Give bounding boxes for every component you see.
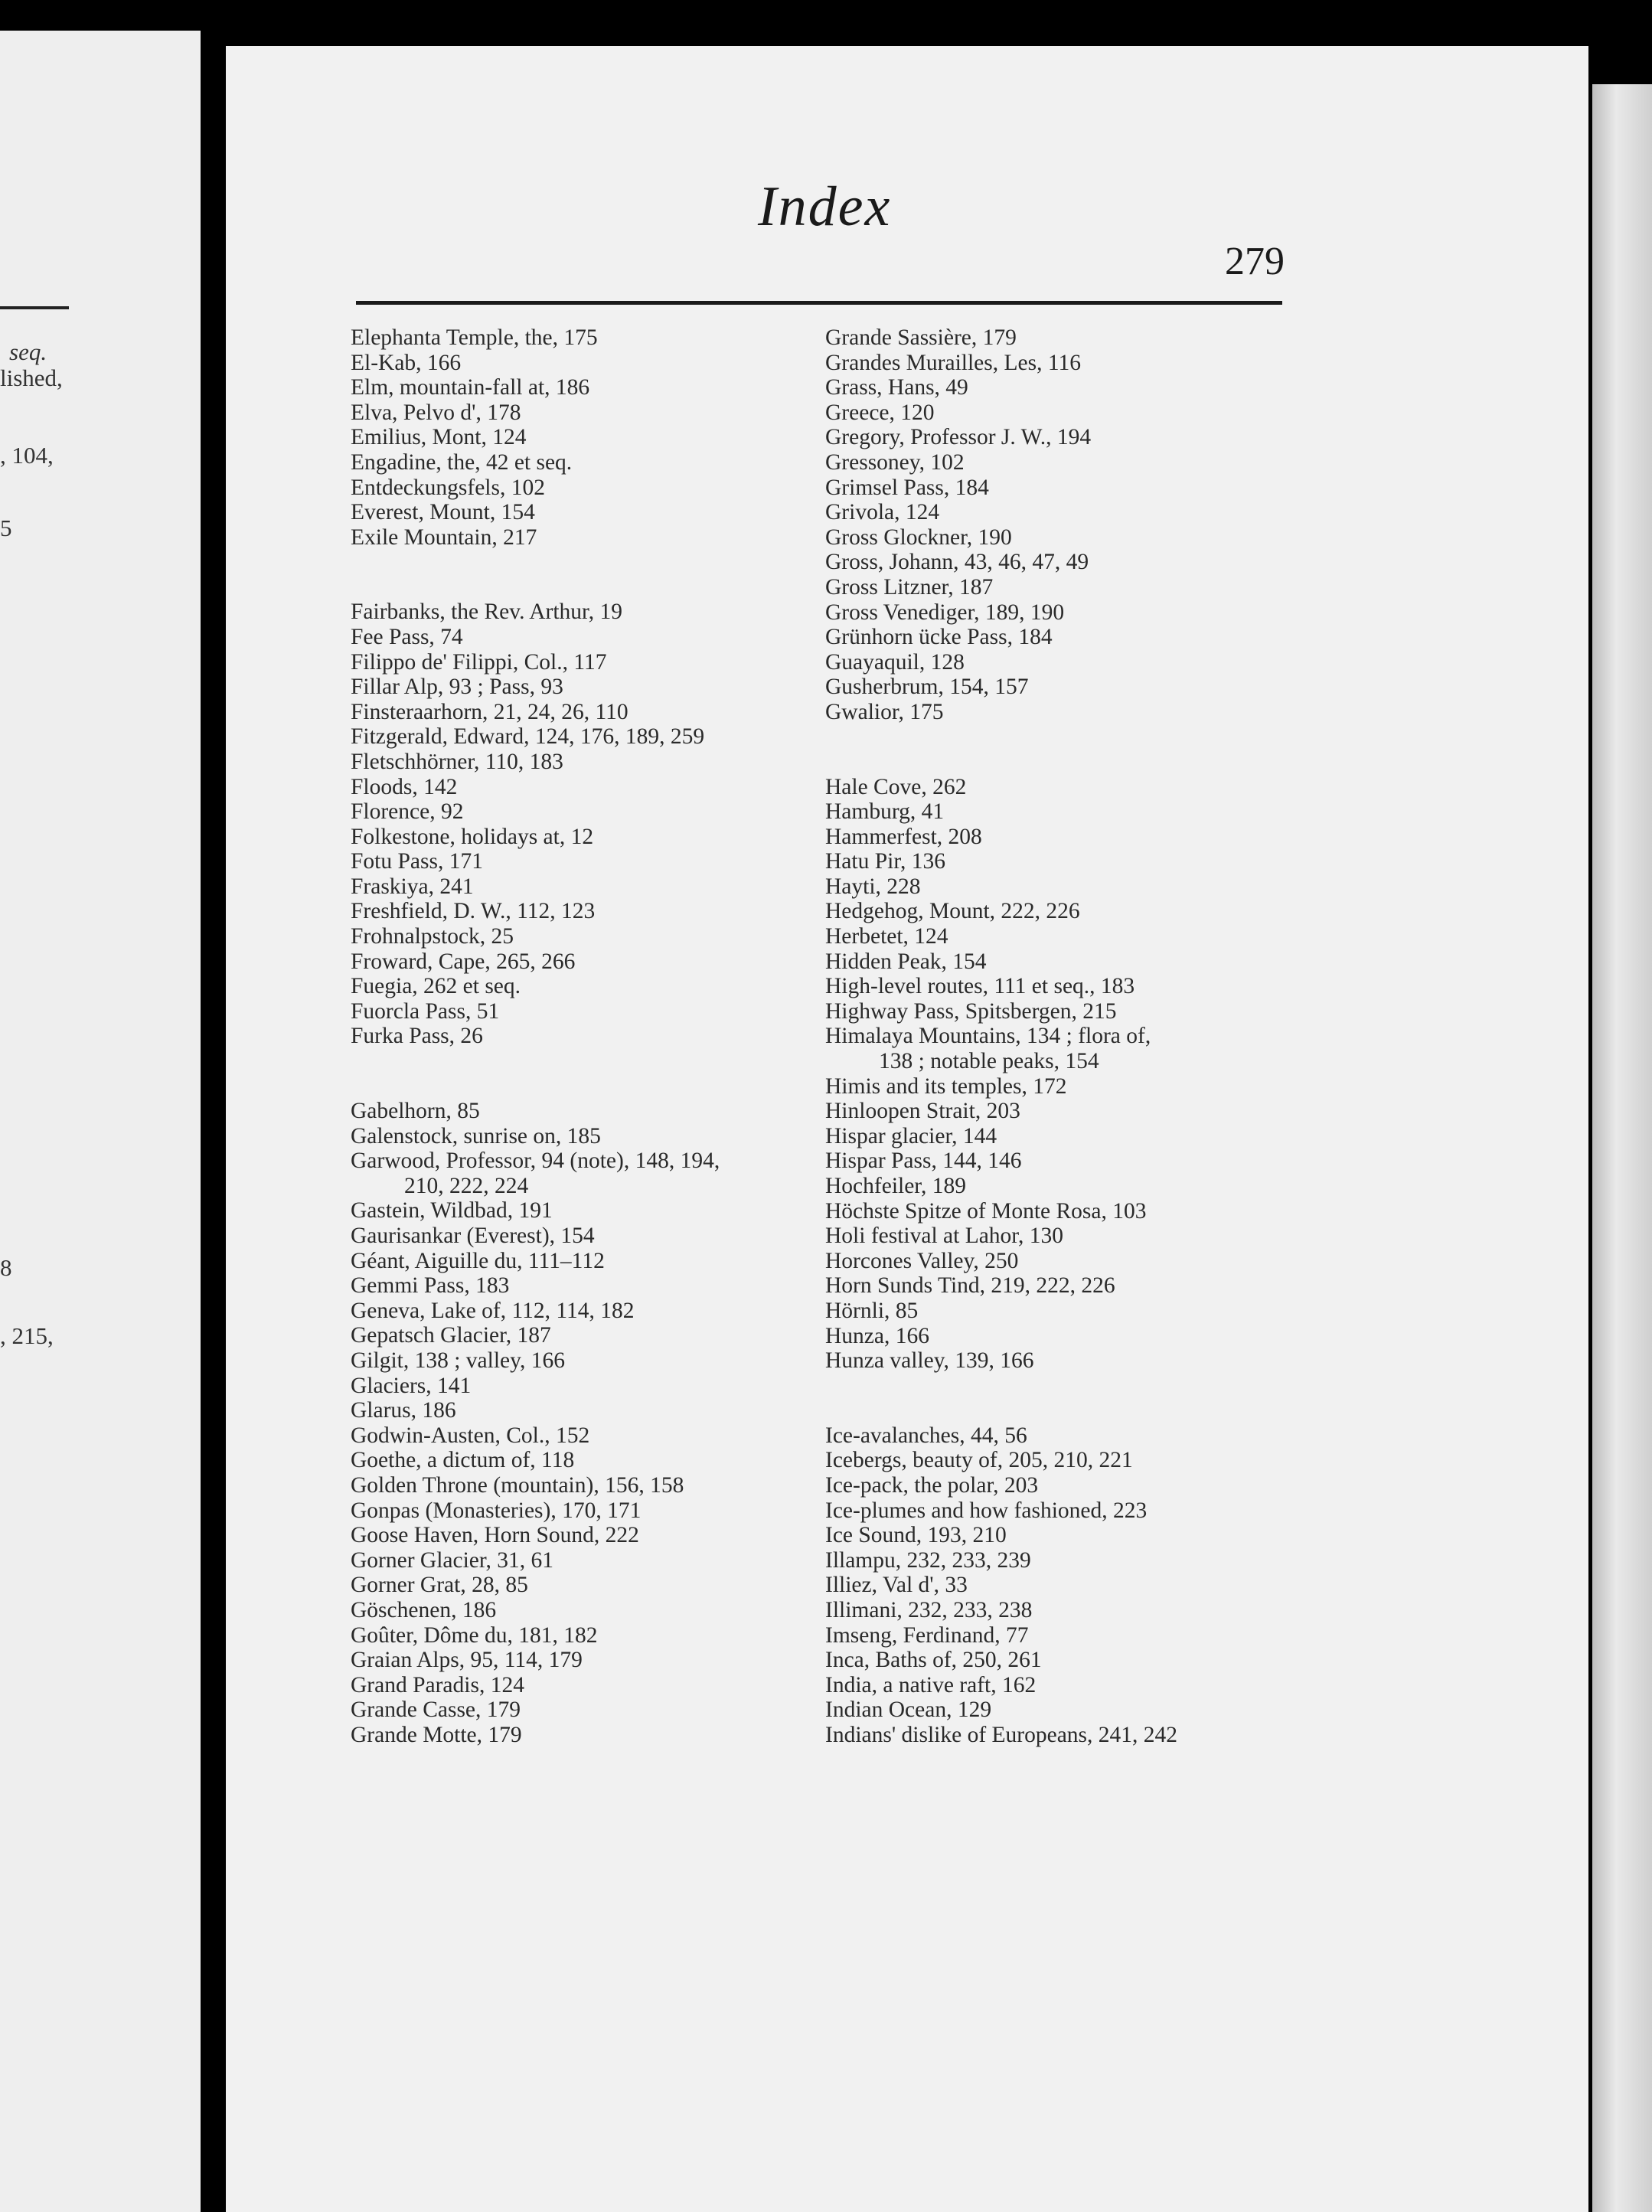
index-entry: Gross Venediger, 189, 190 xyxy=(825,600,1065,625)
index-entry: Emilius, Mont, 124 xyxy=(351,425,527,450)
index-entry: Highway Pass, Spitsbergen, 215 xyxy=(825,998,1117,1024)
index-entry: Frohnalpstock, 25 xyxy=(351,924,514,949)
index-entry: Indian Ocean, 129 xyxy=(825,1697,992,1723)
index-entry: Froward, Cape, 265, 266 xyxy=(351,949,576,974)
index-entry: Gusherbrum, 154, 157 xyxy=(825,675,1029,700)
index-entry: El-Kab, 166 xyxy=(351,350,462,375)
index-entry: Elephanta Temple, the, 175 xyxy=(351,325,598,350)
index-entry: Ice Sound, 193, 210 xyxy=(825,1523,1007,1548)
section-gap xyxy=(825,1374,1300,1423)
index-entry: Gregory, Professor J. W., 194 xyxy=(825,425,1092,450)
page-title: Index xyxy=(758,175,892,238)
index-entry: Greece, 120 xyxy=(825,400,935,425)
index-entry: Géant, Aiguille du, 111–112 xyxy=(351,1248,605,1273)
index-entry: Fraskiya, 241 xyxy=(351,874,474,899)
index-entry: Indians' dislike of Europeans, 241, 242 xyxy=(825,1722,1178,1747)
section-gap xyxy=(351,1049,825,1099)
index-entry: Gross Litzner, 187 xyxy=(825,574,994,600)
index-entry: Grande Sassière, 179 xyxy=(825,325,1017,350)
index-entry: Horn Sunds Tind, 219, 222, 226 xyxy=(825,1273,1115,1299)
index-entry: Himalaya Mountains, 134 ; flora of, xyxy=(825,1024,1151,1049)
index-entry: Hedgehog, Mount, 222, 226 xyxy=(825,899,1080,924)
index-entry: Hunza, 166 xyxy=(825,1323,929,1348)
index-entry: Gastein, Wildbad, 191 xyxy=(351,1198,553,1224)
index-entry: Goose Haven, Horn Sound, 222 xyxy=(351,1523,639,1548)
index-entry: Florence, 92 xyxy=(351,799,464,825)
index-entry: Glaciers, 141 xyxy=(351,1373,472,1398)
index-entry: Gonpas (Monasteries), 170, 171 xyxy=(351,1498,642,1523)
index-entry: Golden Throne (mountain), 156, 158 xyxy=(351,1472,684,1498)
index-entry: Fitzgerald, Edward, 124, 176, 189, 259 xyxy=(351,724,705,750)
index-entry: Grand Paradis, 124 xyxy=(351,1672,524,1697)
index-entry: Gaurisankar (Everest), 154 xyxy=(351,1224,595,1248)
index-entry: Filippo de' Filippi, Col., 117 xyxy=(351,649,607,675)
index-entry: Hochfeiler, 189 xyxy=(825,1174,966,1198)
index-entry: Finsteraarhorn, 21, 24, 26, 110 xyxy=(351,699,628,724)
index-entry: Goûter, Dôme du, 181, 182 xyxy=(351,1622,598,1648)
index-entry: Garwood, Professor, 94 (note), 148, 194, xyxy=(351,1148,720,1174)
left-page-fragment: 8 xyxy=(0,1254,12,1281)
index-column-right xyxy=(825,325,1300,1747)
index-entry: Gabelhorn, 85 xyxy=(351,1099,480,1124)
index-entry: Grass, Hans, 49 xyxy=(825,375,968,400)
index-entry: Ice-avalanches, 44, 56 xyxy=(825,1423,1027,1448)
index-entry: Hayti, 228 xyxy=(825,874,921,899)
index-entry: Fairbanks, the Rev. Arthur, 19 xyxy=(351,600,622,625)
index-entry: Himis and its temples, 172 xyxy=(825,1073,1067,1099)
index-entry: Fee Pass, 74 xyxy=(351,624,463,649)
index-entry: Fuegia, 262 et seq. xyxy=(351,974,521,999)
index-entry: India, a native raft, 162 xyxy=(825,1672,1037,1697)
index-entry: Furka Pass, 26 xyxy=(351,1024,483,1049)
index-entry: Inca, Baths of, 250, 261 xyxy=(825,1648,1042,1673)
index-entry: Fuorcla Pass, 51 xyxy=(351,998,500,1024)
index-entry: Gross, Johann, 43, 46, 47, 49 xyxy=(825,550,1089,575)
index-entry: Grivola, 124 xyxy=(825,500,940,525)
index-entry: Gepatsch Glacier, 187 xyxy=(351,1323,551,1348)
index-entry: Glarus, 186 xyxy=(351,1398,456,1423)
index-entry: Engadine, the, 42 et seq. xyxy=(351,449,573,475)
index-entry: Gressoney, 102 xyxy=(825,449,965,475)
index-entry: Hinloopen Strait, 203 xyxy=(825,1099,1020,1124)
index-entry: Floods, 142 xyxy=(351,774,458,799)
index-entry: Fillar Alp, 93 ; Pass, 93 xyxy=(351,675,563,700)
index-entry: Hörnli, 85 xyxy=(825,1298,919,1323)
index-entry: Folkestone, holidays at, 12 xyxy=(351,824,594,849)
section-gap xyxy=(351,550,825,600)
index-entry: Exile Mountain, 217 xyxy=(351,524,537,550)
index-entry: Grande Motte, 179 xyxy=(351,1722,522,1747)
index-entry: Icebergs, beauty of, 205, 210, 221 xyxy=(825,1448,1133,1473)
left-facing-page xyxy=(0,31,201,2212)
index-entry: Entdeckungsfels, 102 xyxy=(351,475,545,500)
left-page-rule xyxy=(0,306,69,309)
index-entry: Hamburg, 41 xyxy=(825,799,945,825)
header-rule xyxy=(356,301,1282,305)
index-entry: Geneva, Lake of, 112, 114, 182 xyxy=(351,1298,635,1323)
index-entry: Illiez, Val d', 33 xyxy=(825,1573,968,1598)
index-entry: 210, 222, 224 xyxy=(404,1173,529,1198)
index-entry: Gross Glockner, 190 xyxy=(825,524,1012,550)
index-column-left xyxy=(351,325,825,1747)
index-entry: Gemmi Pass, 183 xyxy=(351,1273,510,1299)
index-entry: Hispar glacier, 144 xyxy=(825,1123,997,1148)
index-entry: Fotu Pass, 171 xyxy=(351,849,483,874)
index-entry: Höchste Spitze of Monte Rosa, 103 xyxy=(825,1198,1147,1224)
index-entry: Hunza valley, 139, 166 xyxy=(825,1348,1034,1374)
section-gap xyxy=(825,725,1300,775)
index-entry: Holi festival at Lahor, 130 xyxy=(825,1224,1063,1249)
index-entry: Ice-pack, the polar, 203 xyxy=(825,1472,1039,1498)
index-entry: Hispar Pass, 144, 146 xyxy=(825,1148,1022,1174)
index-entry: Gwalior, 175 xyxy=(825,699,944,724)
index-entry: Fletschhörner, 110, 183 xyxy=(351,749,563,774)
index-entry: Hale Cove, 262 xyxy=(825,774,967,799)
index-entry: Imseng, Ferdinand, 77 xyxy=(825,1622,1029,1648)
left-page-fragment: , 104, xyxy=(0,442,54,469)
index-entry: Grünhorn ücke Pass, 184 xyxy=(825,625,1053,650)
index-entry: 138 ; notable peaks, 154 xyxy=(879,1049,1099,1074)
index-entry: Herbetet, 124 xyxy=(825,924,948,949)
left-page-fragment: seq. xyxy=(9,338,47,365)
page-number: 279 xyxy=(1225,240,1285,283)
index-entry: Galenstock, sunrise on, 185 xyxy=(351,1123,601,1148)
index-entry: Freshfield, D. W., 112, 123 xyxy=(351,899,596,924)
index-entry: Elm, mountain-fall at, 186 xyxy=(351,375,590,400)
index-entry: Goethe, a dictum of, 118 xyxy=(351,1448,575,1473)
index-entry: Illimani, 232, 233, 238 xyxy=(825,1597,1033,1622)
left-page-fragment: , 215, xyxy=(0,1322,54,1349)
index-entry: Ice-plumes and how fashioned, 223 xyxy=(825,1498,1148,1523)
index-entry: Grimsel Pass, 184 xyxy=(825,475,989,500)
left-page-fragment: lished, xyxy=(0,364,63,391)
left-page-fragment: 5 xyxy=(0,515,12,541)
index-entry: Grandes Murailles, Les, 116 xyxy=(825,350,1081,375)
index-entry: Gilgit, 138 ; valley, 166 xyxy=(351,1348,565,1373)
index-entry: Hidden Peak, 154 xyxy=(825,949,987,974)
index-entry: Grande Casse, 179 xyxy=(351,1697,521,1723)
index-entry: Everest, Mount, 154 xyxy=(351,500,535,525)
index-entry: Illampu, 232, 233, 239 xyxy=(825,1547,1031,1573)
index-entry: Hatu Pir, 136 xyxy=(825,849,945,874)
index-entry: Hammerfest, 208 xyxy=(825,824,982,849)
index-entry: Göschenen, 186 xyxy=(351,1597,497,1622)
index-entry: Guayaquil, 128 xyxy=(825,649,965,675)
index-entry: Godwin-Austen, Col., 152 xyxy=(351,1423,590,1448)
index-entry: Elva, Pelvo d', 178 xyxy=(351,400,521,425)
index-entry: Horcones Valley, 250 xyxy=(825,1248,1019,1273)
index-entry: Gorner Glacier, 31, 61 xyxy=(351,1547,554,1573)
index-entry: High-level routes, 111 et seq., 183 xyxy=(825,974,1135,999)
page-edge xyxy=(1592,84,1652,2212)
index-entry: Gorner Grat, 28, 85 xyxy=(351,1573,528,1598)
index-entry: Graian Alps, 95, 114, 179 xyxy=(351,1648,583,1673)
